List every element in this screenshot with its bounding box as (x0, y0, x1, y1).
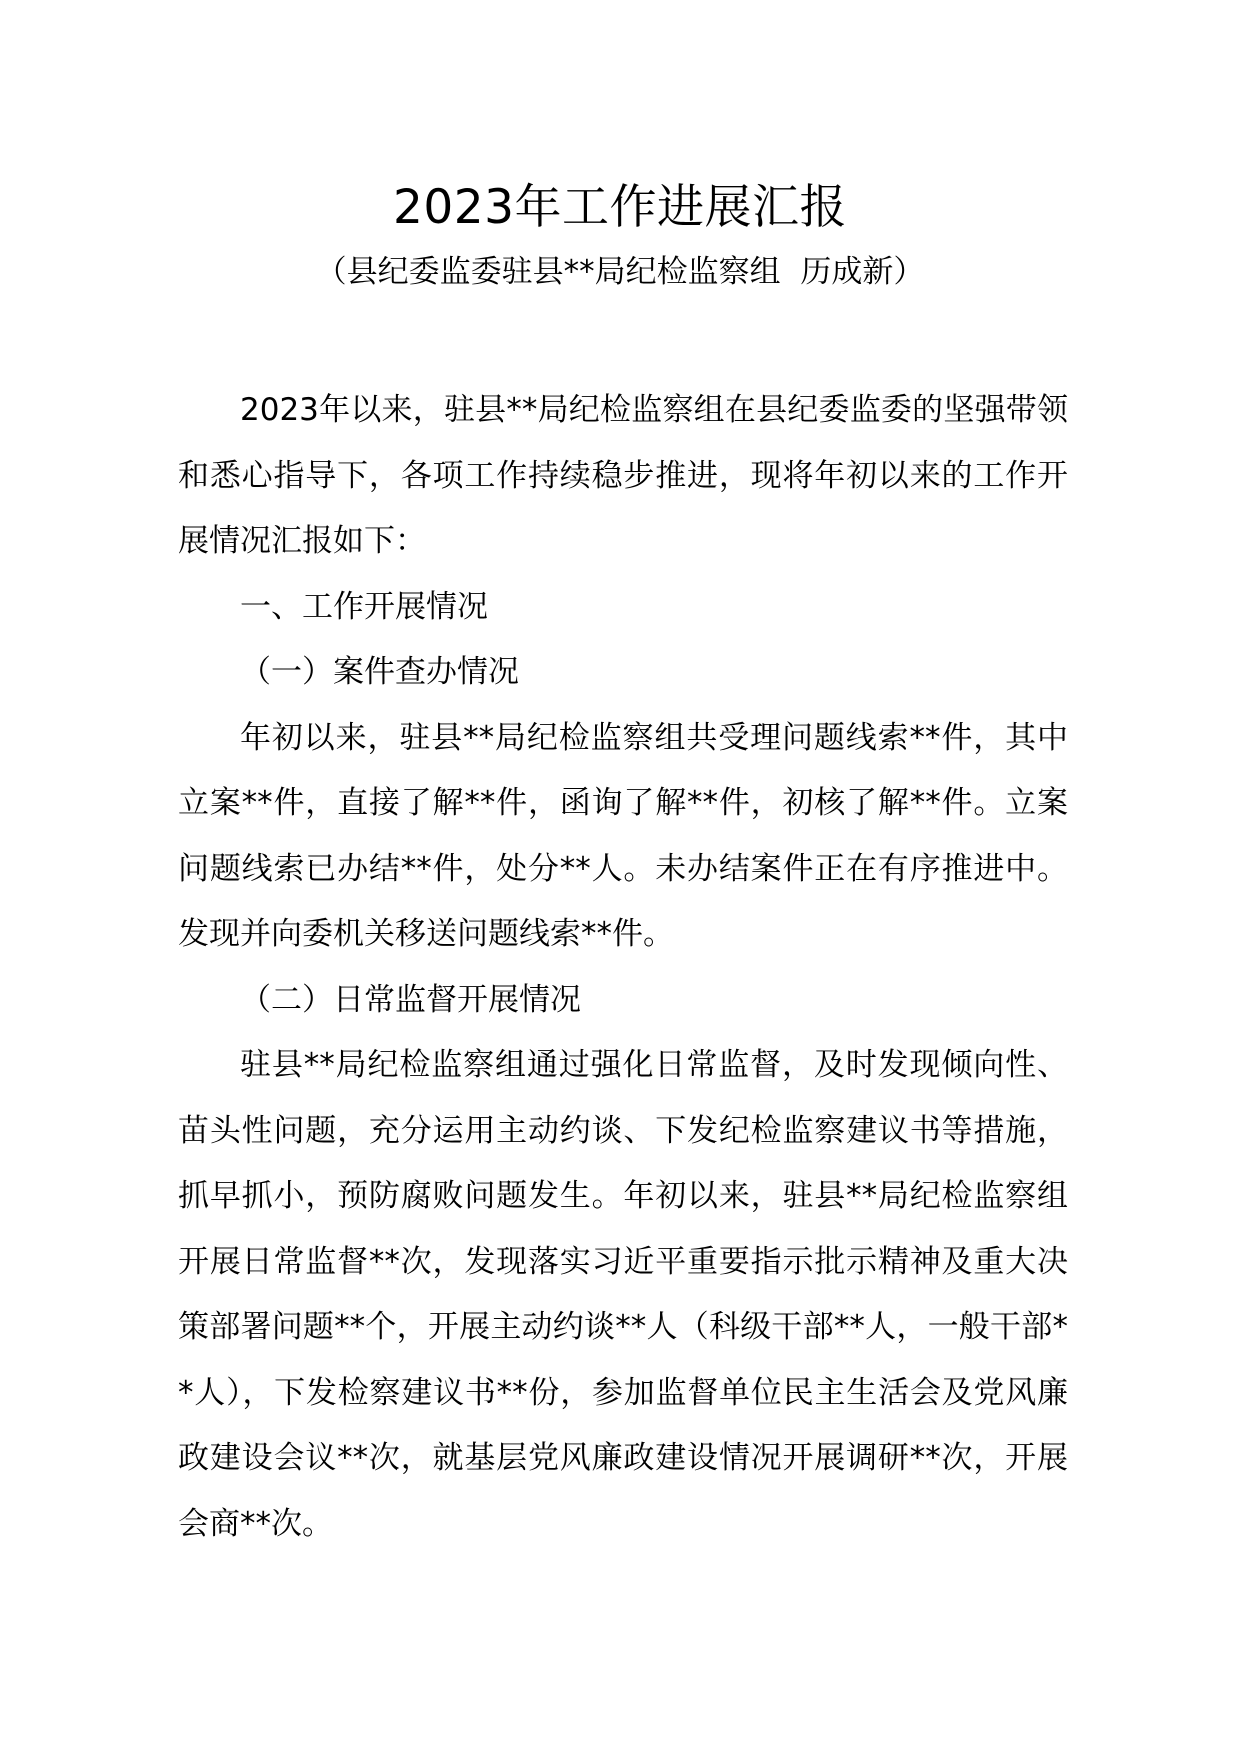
case-handling-paragraph: 年初以来，驻县**局纪检监察组共受理问题线索**件，其中立案**件，直接了解**件，函询了解**件，初核了解**件。立案问题线索已办结**件，处分**人。未办结案件正在有序推进中。发现并向委机关移送问题线索**件。 (178, 719, 1068, 952)
subsection-heading-2: （二）日常监督开展情况 (240, 981, 581, 1018)
document-subtitle: （县纪委监委驻县**局纪检监察组 历成新） (315, 254, 925, 290)
section-heading-1: 一、工作开展情况 (240, 588, 488, 625)
document-title: 2023年工作进展汇报 (392, 180, 848, 235)
document-body (178, 378, 1068, 1557)
intro-paragraph: 2023年以来，驻县**局纪检监察组在县纪委监委的坚强带领和悉心指导下，各项工作持续稳步推进，现将年初以来的工作开展情况汇报如下： (178, 392, 1068, 559)
daily-supervision-paragraph: 驻县**局纪检监察组通过强化日常监督，及时发现倾向性、苗头性问题，充分运用主动约谈、下发纪检监察建议书等措施，抓早抓小，预防腐败问题发生。年初以来，驻县**局纪检监察组开展日常监督**次，发现落实习近平重要指示批示精神及重大决策部署问题**个，开展主动约谈**人（科级干部**人，一般干部**人），下发检察建议书**份，参加监督单位民主生活会及党风廉政建设会议**次，就基层党风廉政建设情况开展调研**次，开展会商**次。 (178, 1047, 1068, 1542)
subsection-heading-1: （一）案件查办情况 (240, 654, 519, 690)
